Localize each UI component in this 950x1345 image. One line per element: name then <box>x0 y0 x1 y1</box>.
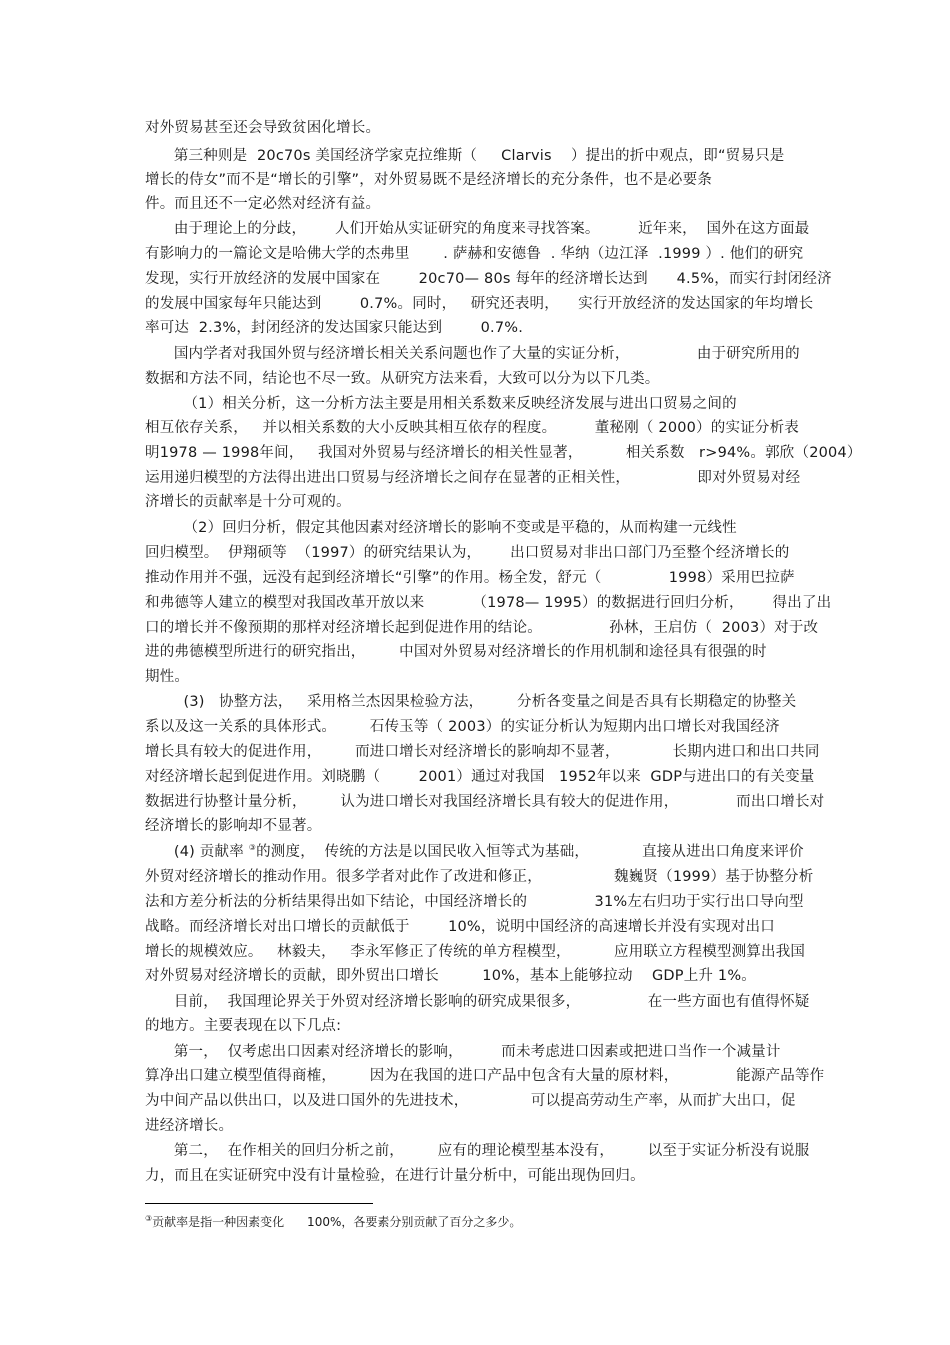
text-line: （2）回归分析，假定其他因素对经济增长的影响不变或是平稳的，从而构建一元线性 <box>145 520 737 536</box>
text-line: 第一， 仅考虑出口因素对经济增长的影响， 而未考虑进口因素或把进口当作一个减量计 <box>145 1044 781 1060</box>
text-line: 为中间产品以供出口，以及进口国外的先进技术， 可以提高劳动生产率，从而扩大出口，促 <box>145 1093 796 1109</box>
text-line: 进经济增长。 <box>145 1118 234 1134</box>
text-line: （1）相关分析，这一分析方法主要是用相关系数来反映经济发展与进出口贸易之间的 <box>145 396 737 412</box>
text-line: 推动作用并不强，远没有起到经济增长“引擎”的作用。杨全发，舒元（ 1998）采用巴拉萨 <box>145 570 795 586</box>
text-line: 对经济增长起到促进作用。刘晓鹏（ 2001）通过对我国 1952年以来 GDP与进出口的有关变量 <box>145 769 815 785</box>
text-line: 有影响力的一篇论文是哈佛大学的杰弗里 . 萨赫和安德鲁 . 华纳（边江泽 .1999 ）. 他们的研究 <box>145 246 804 262</box>
text-line: 期性。 <box>145 669 190 685</box>
text-line: 算净出口建立模型值得商榷， 因为在我国的进口产品中包含有大量的原材料， 能源产品等作 <box>145 1068 825 1084</box>
text-line: 进的弗德模型所进行的研究指出， 中国对外贸易对经济增长的作用机制和途径具有很强的时 <box>145 644 767 660</box>
text-line: 运用递归模型的方法得出进出口贸易与经济增长之间存在显著的正相关性， 即对外贸易对经 <box>145 470 801 486</box>
text-segment: 的测度， 传统的方法是以国民收入恒等式为基础， 直接从进出口角度来评价 <box>256 844 804 860</box>
text-line: 对外贸易对经济增长的贡献，即外贸出口增长 10%，基本上能够拉动 GDP上升 1%。 <box>145 968 757 984</box>
text-line: 明1978 — 1998年间， 我国对外贸易与经济增长的相关性显著， 相关系数 r>94%。郭欣（2004） <box>145 445 862 461</box>
text-line: 增长具有较大的促进作用， 而进口增长对经济增长的影响却不显著， 长期内进口和出口共同 <box>145 744 820 760</box>
footnote-marker: ③ <box>248 843 257 853</box>
text-line: 回归模型。 伊翔硕等 （1997）的研究结果认为， 出口贸易对非出口部门乃至整个经济增长的 <box>145 545 790 561</box>
text-line: (3) 协整方法， 采用格兰杰因果检验方法， 分析各变量之间是否具有长期稳定的协整关 <box>145 694 797 710</box>
footnote <box>145 1214 521 1230</box>
text-line: 国内学者对我国外贸与经济增长相关关系问题也作了大量的实证分析， 由于研究所用的 <box>145 346 800 362</box>
text-line: 相互依存关系， 并以相关系数的大小反映其相互依存的程度。 董秘刚（ 2000）的实证分析表 <box>145 420 800 436</box>
text-line: 和弗德等人建立的模型对我国改革开放以来 （1978— 1995）的数据进行回归分析， 得出了出 <box>145 595 832 611</box>
text-line: 的发展中国家每年只能达到 0.7%。同时， 研究还表明， 实行开放经济的发达国家的年均增长 <box>145 296 814 312</box>
text-segment: (4) 贡献率 <box>145 844 249 860</box>
text-line: 济增长的贡献率是十分可观的。 <box>145 494 351 510</box>
text-line: 增长的侍女”而不是“增长的引擎”，对外贸易既不是经济增长的充分条件，也不是必要条 <box>145 172 713 188</box>
text-line: 的地方。主要表现在以下几点: <box>145 1018 342 1034</box>
text-line: 系以及这一关系的具体形式。 石传玉等（ 2003）的实证分析认为短期内出口增长对我国经济 <box>145 719 780 735</box>
text-line: 增长的规模效应。 林毅夫， 李永军修正了传统的单方程模型， 应用联立方程模型测算出我国 <box>145 944 806 960</box>
text-line: 口的增长并不像预期的那样对经济增长起到促进作用的结论。 孙林，王启仿（ 2003）对于改 <box>145 620 819 636</box>
text-line: 数据进行协整计量分析， 认为进口增长对我国经济增长具有较大的促进作用， 而出口增长对 <box>145 794 825 810</box>
footnote-text: 贡献率是指一种因素变化 100%，各要素分别贡献了百分之多少。 <box>152 1215 522 1229</box>
footnote-divider <box>145 1203 373 1204</box>
text-line: 第三种则是 20c70s 美国经济学家克拉维斯（ Clarvis ）提出的折中观点，即“贸易只是 <box>145 148 785 164</box>
text-line: 数据和方法不同，结论也不尽一致。从研究方法来看，大致可以分为以下几类。 <box>145 371 660 387</box>
text-line <box>145 842 804 862</box>
text-line: 对外贸易甚至还会导致贫困化增长。 <box>145 120 381 136</box>
text-line: 经济增长的影响却不显著。 <box>145 818 322 834</box>
text-line: 第二， 在作相关的回归分析之前， 应有的理论模型基本没有， 以至于实证分析没有说服 <box>145 1143 810 1159</box>
footnote-marker: ③ <box>145 1214 153 1223</box>
text-line: 件。而且还不一定必然对经济有益。 <box>145 196 381 212</box>
text-line: 外贸对经济增长的推动作用。很多学者对此作了改进和修正， 魏巍贤（1999）基于协整分析 <box>145 869 814 885</box>
text-line: 发现，实行开放经济的发展中国家在 20c70— 80s 每年的经济增长达到 4.5%，而实行封闭经济 <box>145 271 832 287</box>
text-line: 法和方差分析法的分析结果得出如下结论，中国经济增长的 31%左右归功于实行出口导向型 <box>145 894 804 910</box>
text-line: 力，而且在实证研究中没有计量检验，在进行计量分析中，可能出现伪回归。 <box>145 1168 645 1184</box>
text-line: 战略。而经济增长对出口增长的贡献低于 10%，说明中国经济的高速增长并没有实现对出口 <box>145 919 775 935</box>
text-line: 率可达 2.3%，封闭经济的发达国家只能达到 0.7%. <box>145 320 524 336</box>
text-line: 由于理论上的分歧， 人们开始从实证研究的角度来寻找答案。 近年来， 国外在这方面最 <box>145 221 810 237</box>
text-line: 目前， 我国理论界关于外贸对经济增长影响的研究成果很多， 在一些方面也有值得怀疑 <box>145 994 810 1010</box>
